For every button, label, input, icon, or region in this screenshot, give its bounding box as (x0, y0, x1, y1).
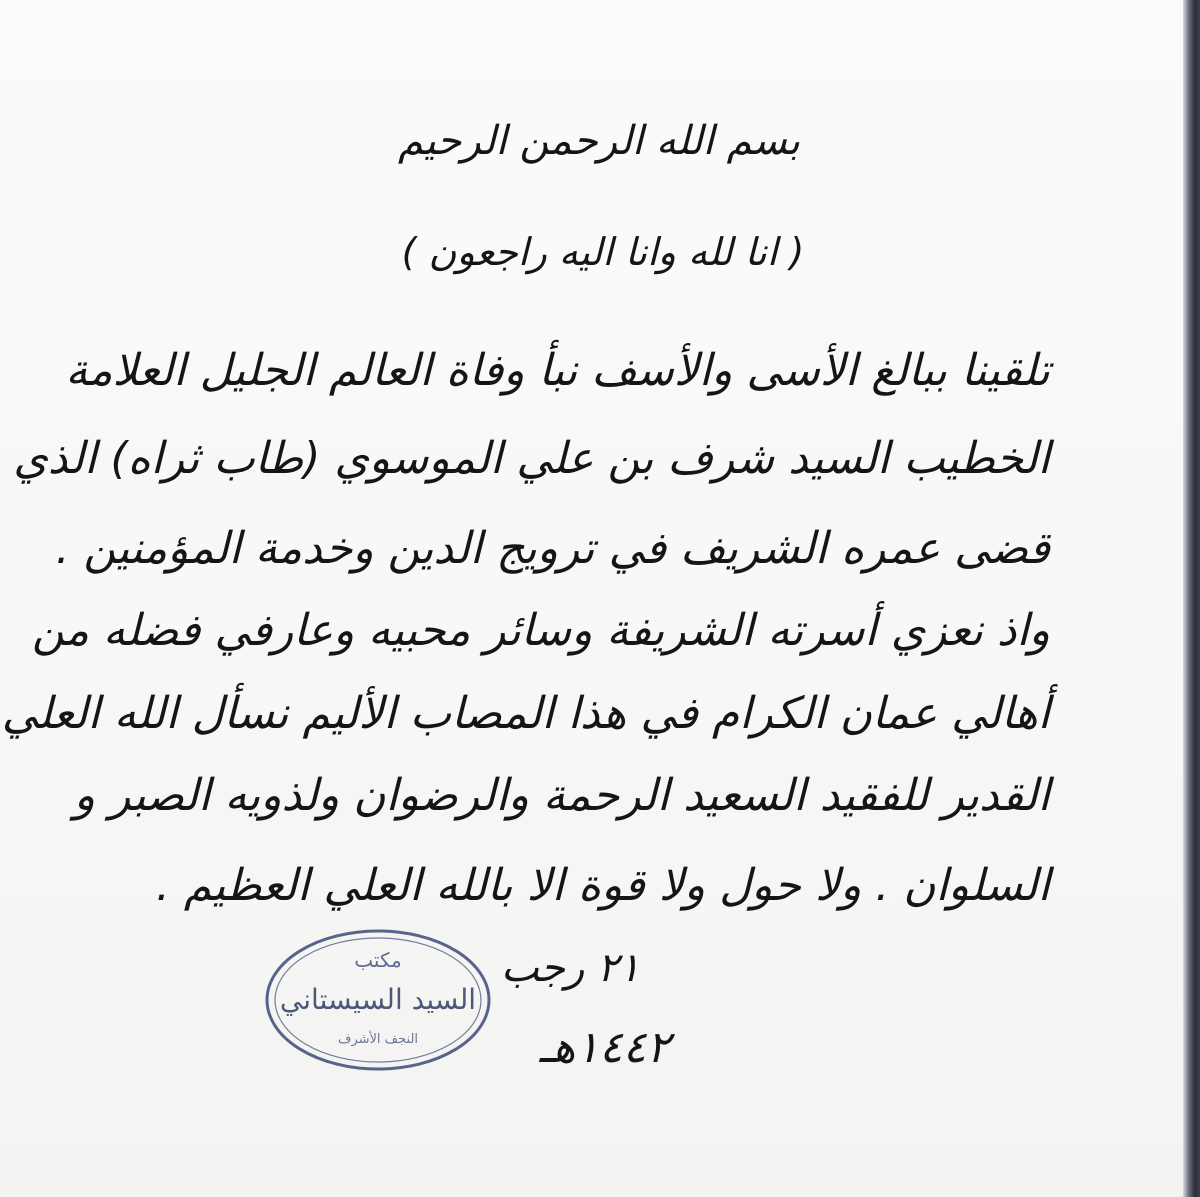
office-seal-stamp (262, 925, 494, 1075)
body-line-4: واذ نعزي أسرته الشريفة وسائر محبيه وعارفي فضله من (31, 605, 1050, 656)
date-year: ١٤٤٢هـ (539, 1022, 670, 1073)
seal-bottom-text: النجف الأشرف (337, 1032, 419, 1047)
quran-verse: ( انا لله وانا اليه راجعون ) (401, 230, 805, 274)
page-edge-strip (1183, 0, 1200, 1197)
body-line-5: أهالي عمان الكرام في هذا المصاب الأليم نسأل الله العلي (1, 688, 1050, 739)
basmala-heading: بسم الله الرحمن الرحيم (397, 118, 800, 164)
seal-top-text: مكتب (354, 948, 402, 972)
body-line-6: القدير للفقيد السعيد الرحمة والرضوان ولذويه الصبر و (73, 770, 1050, 821)
seal-middle-text: السيد السيستاني (279, 983, 477, 1016)
body-line-3: قضى عمره الشريف في ترويج الدين وخدمة المؤمنين . (55, 523, 1050, 574)
body-line-1: تلقينا ببالغ الأسى والأسف نبأ وفاة العالم الجليل العلامة (65, 345, 1050, 396)
date-day: ٢١ رجب (500, 945, 640, 991)
body-line-7: السلوان . ولا حول ولا قوة الا بالله العلي العظيم . (155, 860, 1050, 911)
body-line-2: الخطيب السيد شرف بن علي الموسوي (طاب ثراه) الذي (13, 433, 1050, 484)
